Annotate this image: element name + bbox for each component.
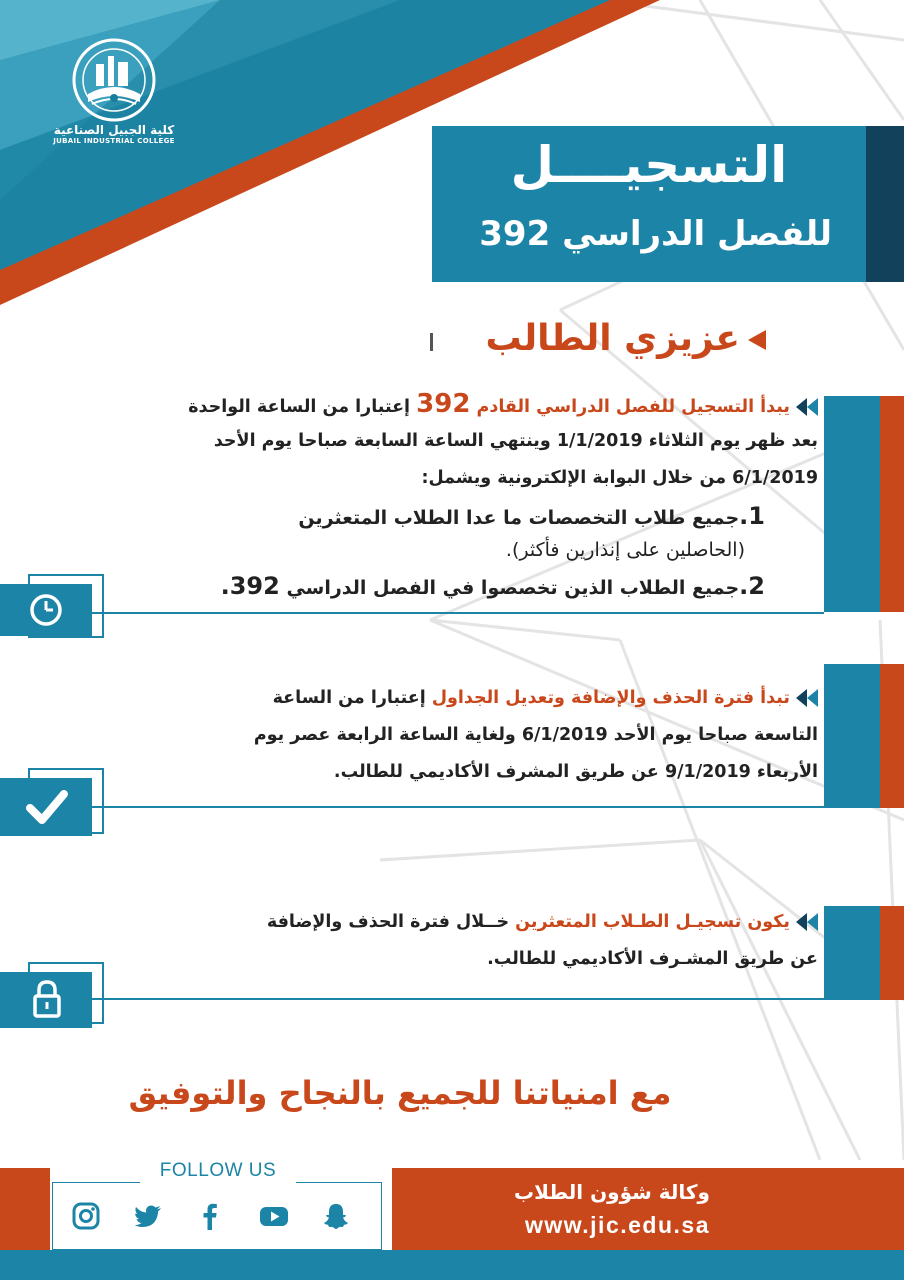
section1-line2: بعد ظهر يوم الثلاثاء 1/1/2019 وينتهي الساعة السابعة صباحا يوم الأحد	[213, 431, 818, 451]
section3-divider	[92, 998, 824, 1000]
college-emblem-icon	[52, 36, 176, 124]
section2-line1-rest: إعتبارا من الساعة	[272, 688, 426, 708]
title-stripe	[866, 126, 904, 282]
checkmark-icon	[0, 778, 92, 836]
clock-icon	[0, 584, 92, 636]
section2-line1	[40, 680, 818, 717]
lock-icon-badge	[0, 972, 92, 1028]
section2-bar-teal	[824, 664, 880, 808]
website-link[interactable]: www.jic.edu.sa	[524, 1212, 710, 1238]
section3-highlight: يكون تسجيـل الطـلاب المتعثرين	[515, 912, 790, 932]
section2-divider	[92, 806, 824, 808]
snapchat-icon[interactable]	[320, 1200, 352, 1232]
item1-number: 1.	[739, 502, 765, 530]
page-subtitle: للفصل الدراسي 392	[479, 214, 832, 254]
greeting-arrow-icon	[748, 330, 766, 350]
item1-text: جميع طلاب التخصصات ما عدا الطلاب المتعثرين	[298, 507, 740, 529]
section1-item1-note: (الحاصلين على إنذارين فأكثر).	[505, 539, 745, 561]
college-logo	[52, 36, 176, 144]
semester-number: 392	[416, 389, 471, 419]
section2-line3: الأربعاء 9/1/2019 عن طريق المشرف الأكاديمي للطالب.	[333, 762, 818, 782]
greeting-heading: عزيزي الطالب	[485, 318, 740, 359]
section1-line1	[40, 386, 818, 426]
footer-bottom-strip	[0, 1250, 904, 1280]
item2-number: 2.	[739, 572, 765, 600]
department-name: وكالة شؤون الطلاب	[514, 1180, 710, 1204]
section1-item1	[100, 500, 765, 535]
section3-bar-orange	[880, 906, 904, 1000]
facebook-icon[interactable]	[194, 1200, 226, 1232]
double-arrow-icon	[796, 913, 818, 931]
section3-line1-rest: خــلال فترة الحذف والإضافة	[266, 912, 510, 932]
footer-left-block	[0, 1168, 50, 1250]
double-arrow-icon	[796, 689, 818, 707]
item2-semester: 392.	[220, 572, 280, 600]
instagram-icon[interactable]	[70, 1200, 102, 1232]
check-icon-badge	[0, 778, 92, 836]
page-title: التسجيــــل	[510, 136, 788, 194]
section1-divider	[92, 612, 824, 614]
section3-line2: عن طريق المشـرف الأكاديمي للطالب.	[487, 949, 818, 969]
section1-item2	[100, 570, 765, 605]
lock-icon	[0, 972, 92, 1028]
section3-bar-teal	[824, 906, 880, 1000]
section3-line1	[40, 904, 818, 941]
item2-text: جميع الطلاب الذين تخصصوا في الفصل الدراسي	[286, 577, 740, 599]
section2-highlight: تبدأ فترة الحذف والإضافة وتعديل الجداول	[431, 688, 790, 708]
greeting-divider	[430, 333, 433, 351]
section1-highlight: يبدأ التسجيل للفصل الدراسي القادم	[476, 397, 790, 417]
follow-us-label: FOLLOW US	[140, 1160, 296, 1184]
section2-line2: التاسعة صباحا يوم الأحد 6/1/2019 ولغاية الساعة الرابعة عصر يوم	[253, 725, 818, 745]
youtube-icon[interactable]	[258, 1200, 290, 1232]
section2-bar-orange	[880, 664, 904, 808]
double-arrow-icon	[796, 398, 818, 416]
section1-bar-teal	[824, 396, 880, 612]
section1-bar-orange	[880, 396, 904, 612]
logo-name-english: JUBAIL INDUSTRIAL COLLEGE	[53, 137, 175, 145]
clock-icon-badge	[0, 584, 92, 636]
closing-message: مع امنياتنا للجميع بالنجاح والتوفيق	[128, 1074, 672, 1112]
logo-name-arabic: كلية الجبيل الصناعية	[53, 123, 175, 137]
twitter-icon[interactable]	[132, 1200, 164, 1232]
section1-line3: 6/1/2019 من خلال البوابة الإلكترونية ويشمل:	[421, 468, 818, 488]
section1-line1-rest: إعتبارا من الساعة الواحدة	[188, 397, 411, 417]
